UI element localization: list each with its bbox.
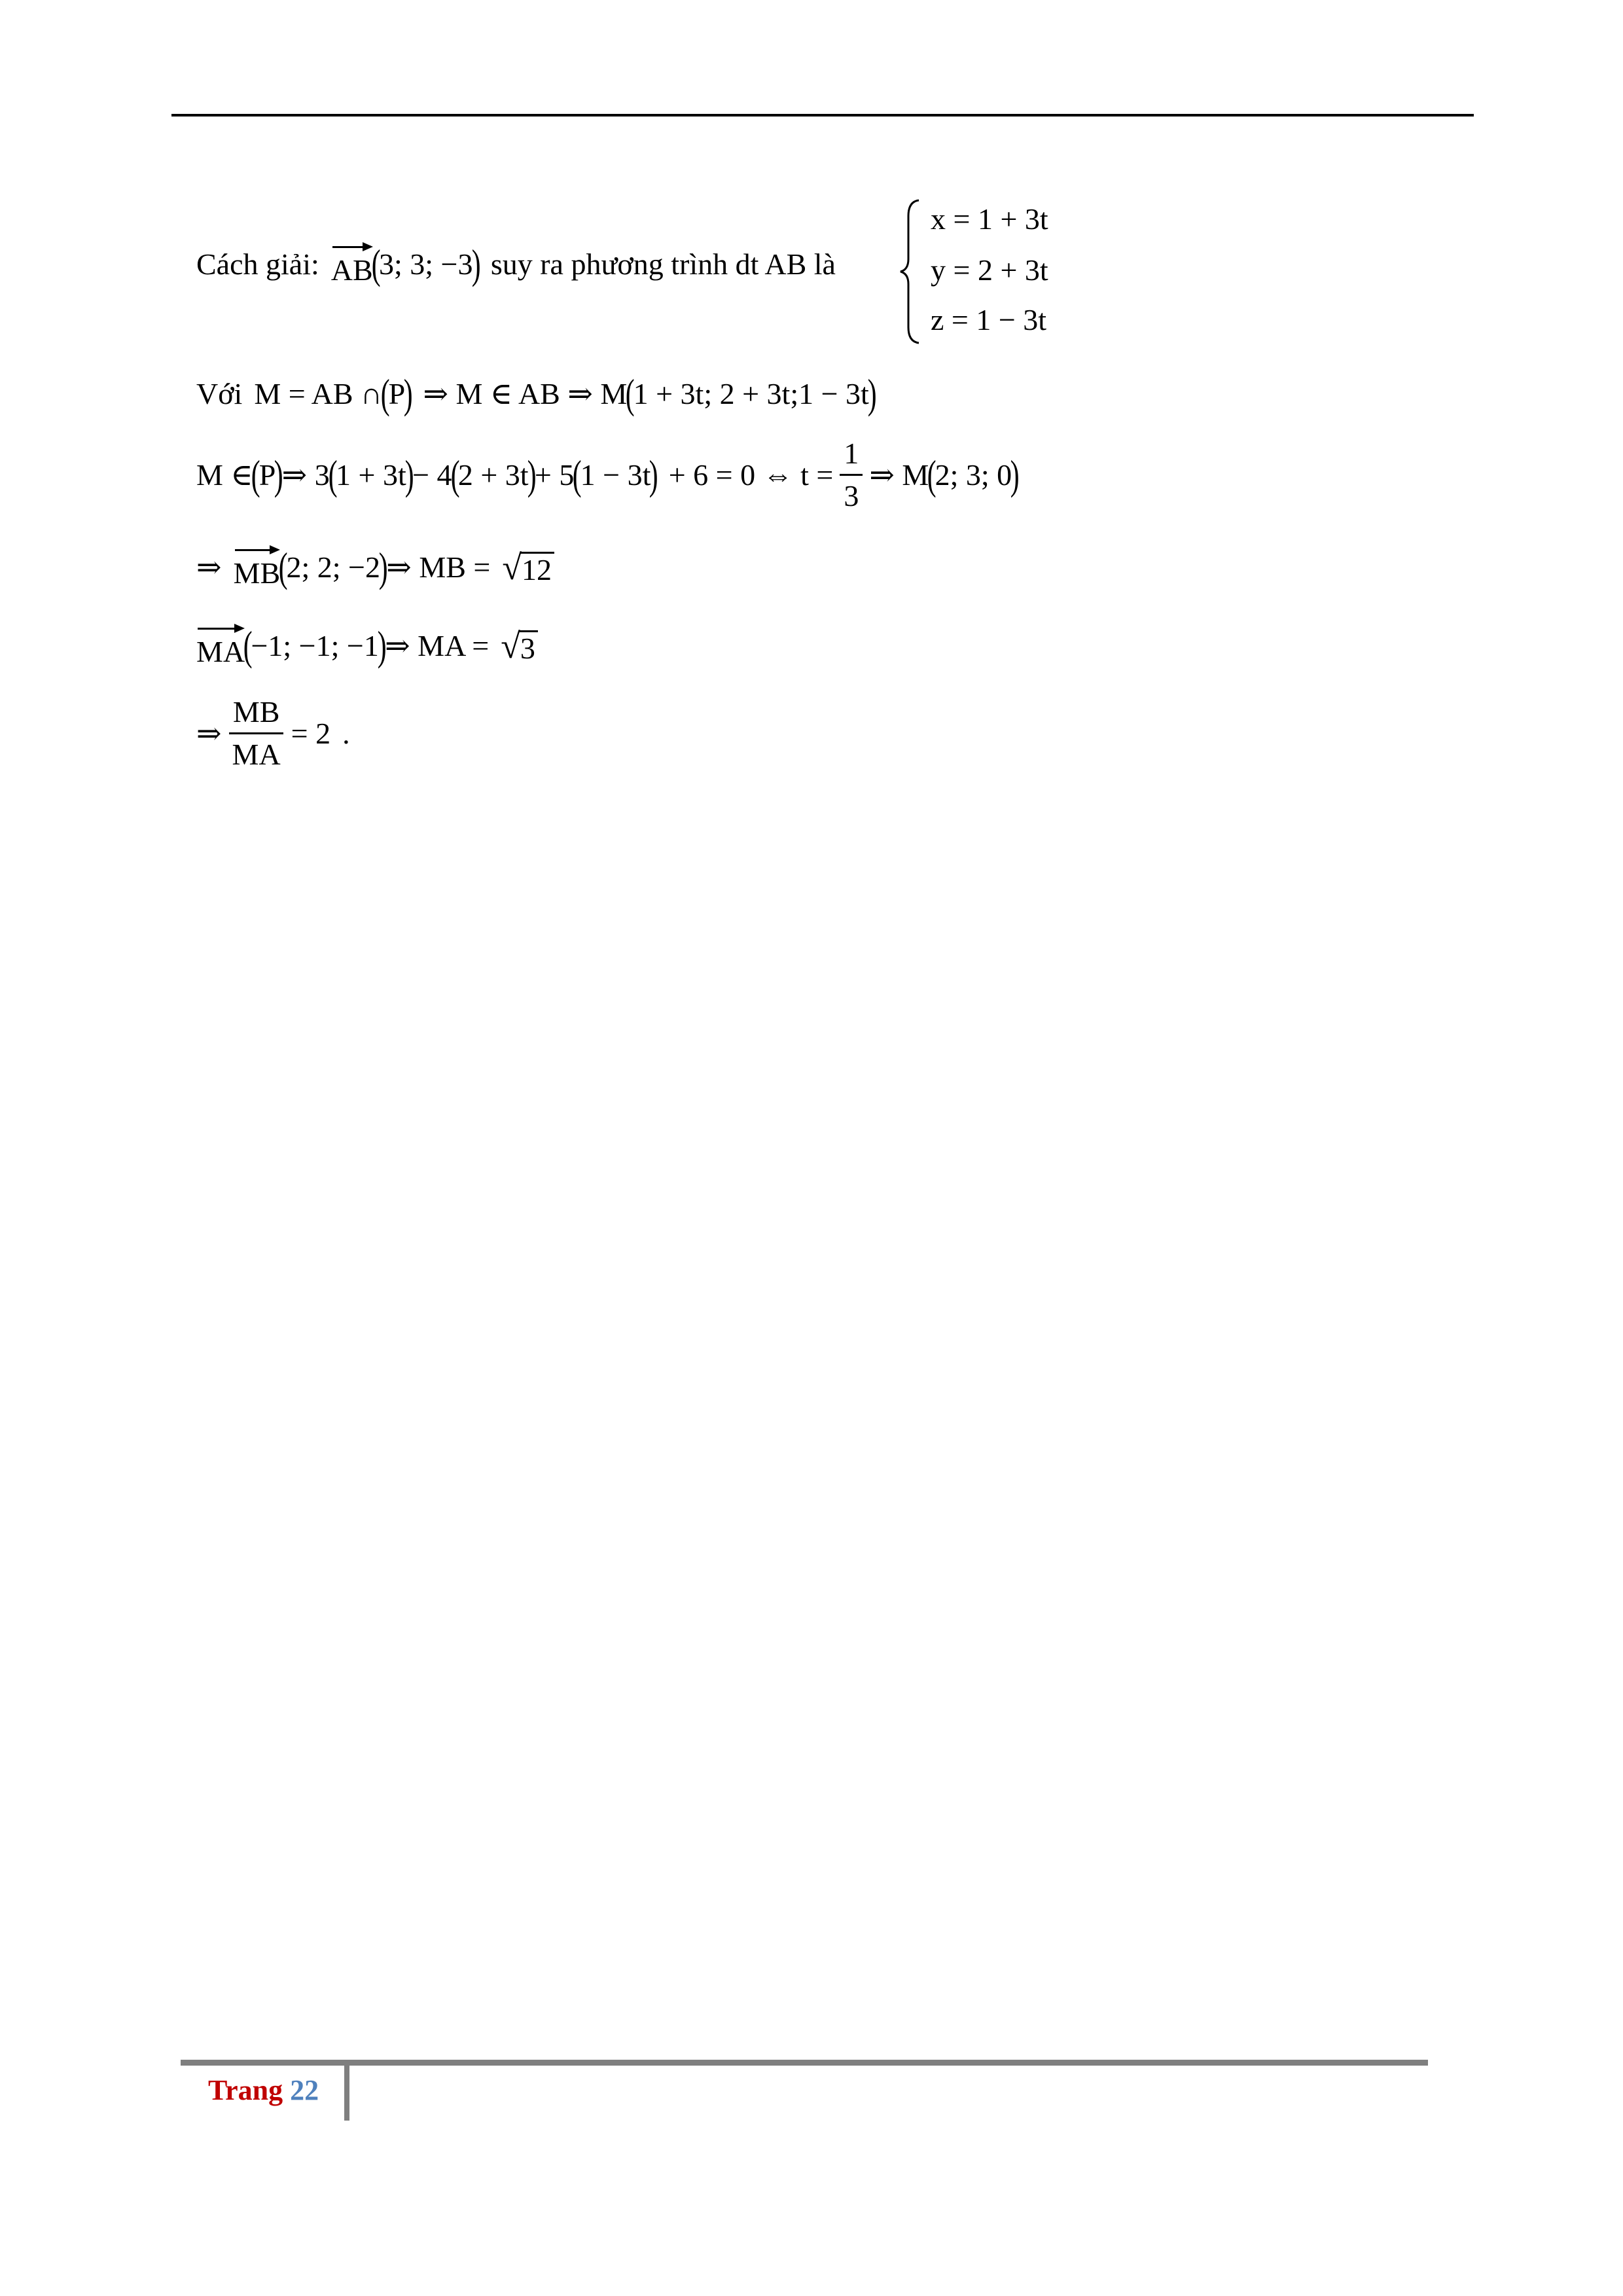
line4-b: ⇒ MB =: [386, 550, 491, 584]
mb-vector: MB: [234, 547, 281, 588]
line2-mid: ⇒ M ∈ AB ⇒ M: [423, 377, 628, 410]
equation-z: z = 1 − 3t: [931, 303, 1047, 336]
ma-vector-line: MA ( −1; −1; −1 ) ⇒ MA = √ 3: [196, 625, 538, 667]
ma-sqrt-value: 3: [519, 630, 538, 664]
line2-coords: 1 + 3t; 2 + 3t;1 − 3t: [633, 377, 869, 410]
ratio-fraction: [228, 697, 285, 770]
line3-p: P: [259, 457, 276, 492]
page-label: Trang: [208, 2074, 283, 2106]
footer-divider: [344, 2062, 349, 2121]
page-number: [208, 2073, 319, 2107]
ab-vector: AB: [331, 243, 373, 285]
implies-arrow: ⇒: [196, 550, 222, 584]
ratio-line: [196, 697, 350, 770]
t-fraction-den: 3: [844, 479, 859, 512]
ratio-den: MA: [232, 738, 281, 771]
line3-i: ⇒ M: [869, 457, 929, 492]
line3-b: ⇒ 3: [281, 457, 330, 492]
line3-d: − 4: [412, 457, 452, 492]
mb-coords: 2; 2; −2: [286, 550, 380, 584]
t-fraction-num: 1: [840, 439, 863, 476]
line3-h: + 6 = 0 ⇔ t =: [668, 457, 834, 492]
mb-vector-line: ⇒ MB ( 2; 2; −2 ) ⇒ MB = √ 12: [196, 547, 554, 588]
footer-rule: [181, 2060, 1428, 2066]
intro-suffix: suy ra phương trình dt AB là: [490, 247, 836, 281]
ratio-end: .: [342, 716, 350, 750]
line3-a: M ∈: [196, 457, 253, 492]
line2-p: P: [388, 377, 406, 410]
t-fraction: [840, 439, 863, 511]
m-coords: 2; 3; 0: [935, 457, 1012, 492]
line3-f: + 5: [534, 457, 575, 492]
ratio-num: MB: [229, 697, 284, 734]
line3-c: 1 + 3t: [336, 457, 406, 492]
mb-sqrt: √ 12: [502, 550, 554, 585]
line2-math: M = AB ∩: [254, 377, 383, 410]
implies-arrow-2: ⇒: [196, 716, 222, 750]
line3-g: 1 − 3t: [580, 457, 651, 492]
ma-vector: MA: [196, 625, 245, 667]
ratio-value: = 2: [291, 716, 331, 750]
mb-sqrt-value: 12: [520, 552, 554, 585]
ab-coords: 3; 3; −3: [379, 247, 473, 281]
intersection-line: Với M = AB ∩ ( P ) ⇒ M ∈ AB ⇒ M ( 1 + 3t; 2 + 3t;1 − 3t ): [196, 370, 877, 417]
header-rule: [171, 114, 1474, 117]
line3-e: 2 + 3t: [457, 457, 529, 492]
ma-sqrt: √ 3: [501, 628, 538, 664]
ma-coords: −1; −1; −1: [251, 629, 379, 662]
substitution-line: M ∈ ( P ) ⇒ 3 ( 1 + 3t ) − 4 ( 2 + 3t ) + 5 ( 1 − 3t ) + 6 = 0 ⇔ t = $\frac{1}{3}$ ⇒ M ( 2; 3; 0 ): [196, 437, 1020, 512]
intro-text: Cách giải:: [196, 247, 319, 281]
left-brace-icon: [897, 196, 923, 347]
equation-x: x = 1 + 3t: [931, 202, 1048, 236]
line2-prefix: Với: [196, 377, 243, 410]
solution-intro-line: Cách giải: AB ( 3; 3; −3 ) suy ra phương trình dt AB là: [196, 241, 836, 287]
equation-y: y = 2 + 3t: [931, 253, 1048, 287]
page-number-value: 22: [290, 2074, 319, 2106]
line5-b: ⇒ MA =: [385, 629, 490, 662]
